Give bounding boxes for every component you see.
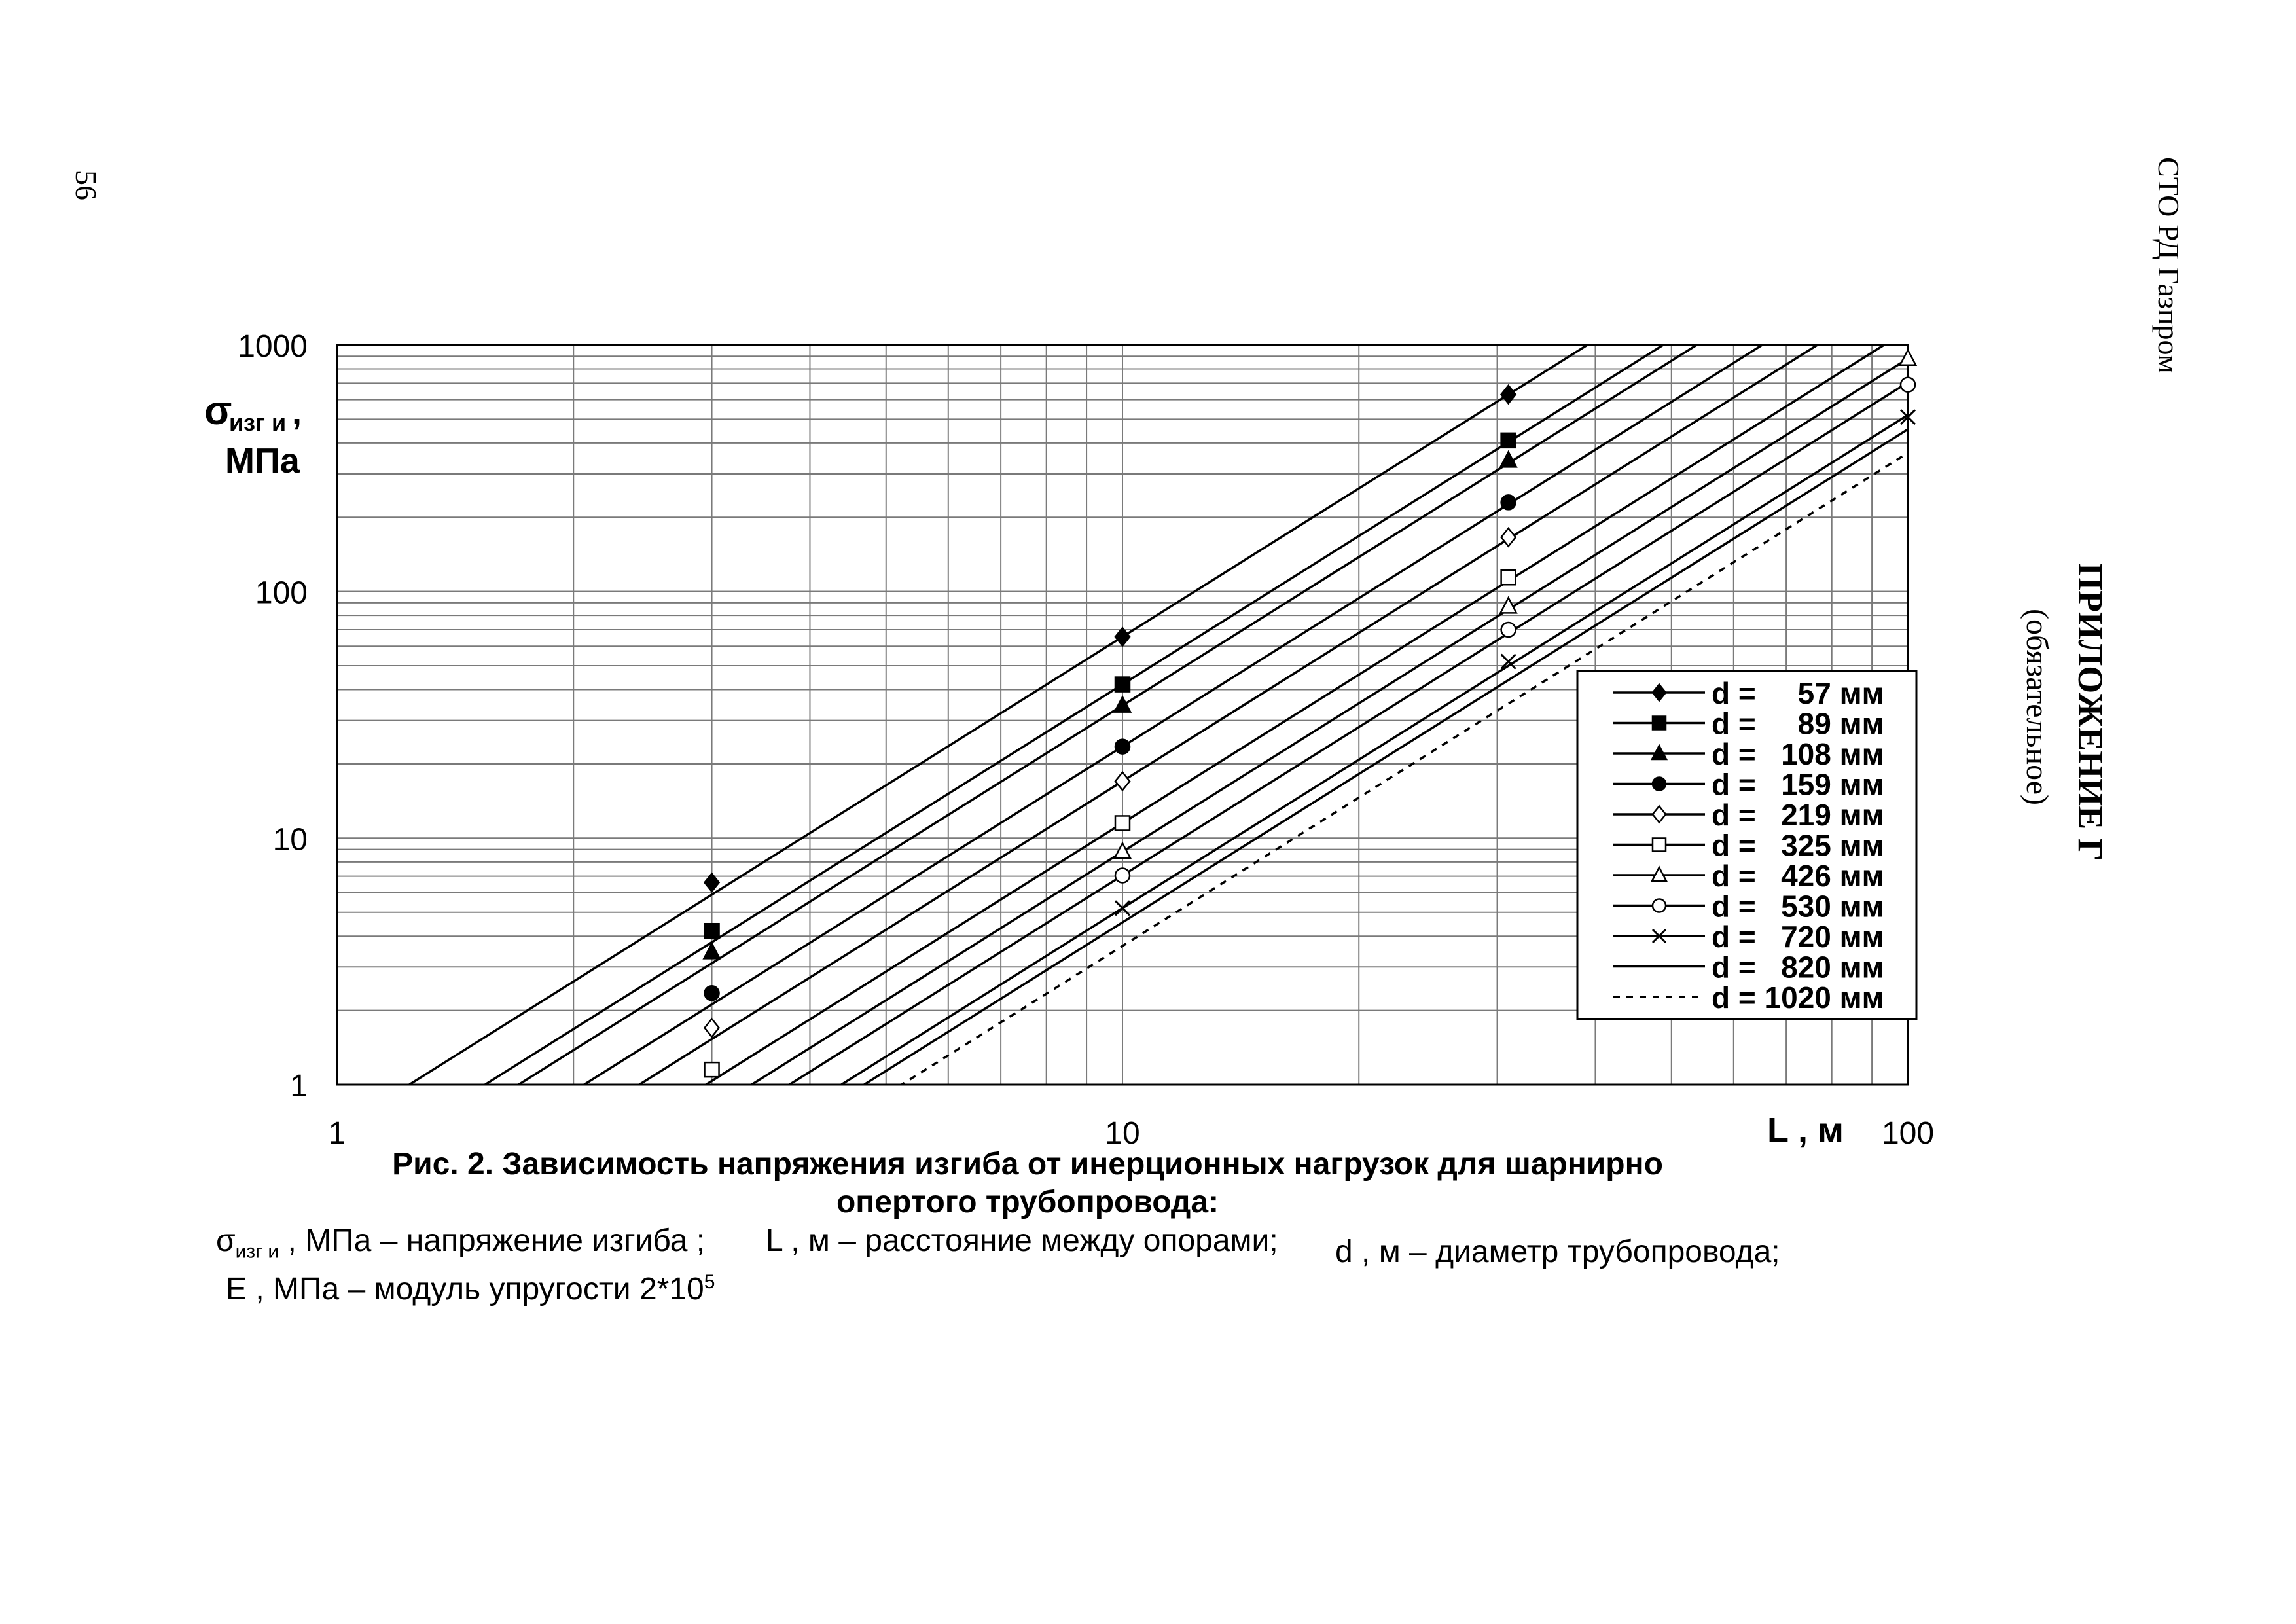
legend-label: d = 530 мм	[1712, 889, 1884, 924]
note-diameter: d , м – диаметр трубопровода;	[1335, 1235, 1780, 1269]
page-number: 56	[69, 170, 103, 200]
legend-label: d = 325 мм	[1712, 828, 1884, 863]
note-sigma-symbol: σ	[216, 1223, 236, 1258]
note-sigma-text: , МПа – напряжение изгиба ;	[279, 1223, 706, 1258]
note-modulus-text: E , МПа – модуль упругости 2*10	[226, 1272, 704, 1307]
note-modulus-exp: 5	[704, 1271, 715, 1293]
data-marker	[1653, 899, 1666, 912]
document-header: СТО РД Газпром	[2152, 157, 2185, 374]
data-marker	[1653, 778, 1666, 791]
chart-legend	[1577, 671, 1916, 1019]
caption-line-1: Рис. 2. Зависимость напряжения изгиба от инерционных нагрузок для шарнирно	[392, 1147, 1663, 1182]
y-tick-label: 10	[272, 822, 308, 857]
data-marker	[705, 924, 719, 938]
caption-line-2: опертого трубопровода:	[836, 1185, 1219, 1219]
data-marker	[1653, 717, 1666, 730]
legend-label: d = 108 мм	[1712, 737, 1884, 771]
data-marker	[1115, 677, 1130, 692]
data-marker	[705, 1019, 719, 1037]
data-marker	[1653, 839, 1666, 852]
data-marker	[1501, 433, 1516, 448]
data-marker	[1501, 623, 1516, 637]
y-axis-label-sub: изг и	[229, 409, 287, 436]
legend-label: d = 57 мм	[1712, 676, 1884, 710]
note-modulus	[226, 1271, 715, 1307]
legend-label: d = 426 мм	[1712, 859, 1884, 893]
y-tick-label: 100	[255, 575, 308, 611]
data-marker	[1115, 697, 1130, 712]
note-sigma-sub: изг и	[235, 1240, 279, 1263]
data-marker	[1115, 772, 1130, 791]
legend-label: d = 720 мм	[1712, 920, 1884, 954]
y-axis-unit: МПа	[225, 441, 300, 480]
legend-label: d = 219 мм	[1712, 798, 1884, 832]
data-marker	[1115, 816, 1130, 830]
figure-caption	[353, 1146, 1702, 1221]
data-marker	[1901, 378, 1915, 392]
legend-label: d = 159 мм	[1712, 767, 1884, 802]
data-marker	[705, 986, 719, 1000]
x-tick-label: 1	[328, 1116, 346, 1151]
legend-label: d = 820 мм	[1712, 950, 1884, 984]
data-marker	[1115, 628, 1130, 646]
data-marker	[1501, 570, 1516, 585]
legend-label: d = 1020 мм	[1712, 981, 1884, 1015]
data-marker	[1115, 843, 1130, 858]
y-axis-label-symbol: σ	[204, 388, 232, 433]
legend-label: d = 89 мм	[1712, 706, 1884, 741]
y-tick-label: 1	[290, 1069, 308, 1104]
data-marker	[1501, 528, 1516, 547]
appendix-subtitle: (обязательное)	[2020, 609, 2054, 805]
data-marker	[1501, 386, 1516, 404]
data-marker	[1115, 869, 1130, 883]
x-tick-label: 100	[1881, 1116, 1935, 1151]
data-marker	[1900, 350, 1916, 365]
note-length: L , м – расстояние между опорами;	[766, 1223, 1278, 1258]
data-marker	[1115, 740, 1130, 754]
y-tick-label: 1000	[238, 329, 308, 364]
note-sigma	[216, 1223, 705, 1263]
data-marker	[1501, 495, 1516, 509]
y-axis-label-suffix: ,	[292, 393, 302, 432]
appendix-title: ПРИЛОЖЕНИЕ Г	[2071, 563, 2110, 861]
data-marker	[705, 1062, 719, 1077]
x-axis-label: L , м	[1767, 1111, 1844, 1150]
x-tick-label: 10	[1105, 1116, 1140, 1151]
